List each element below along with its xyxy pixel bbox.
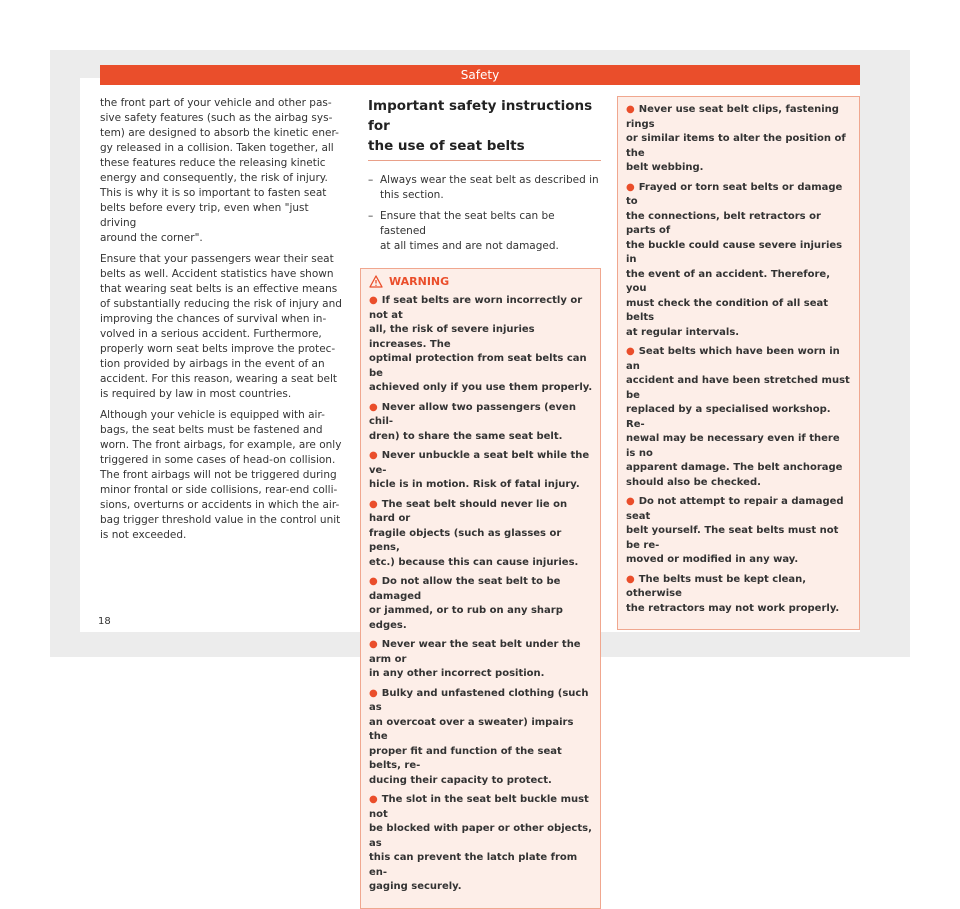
- bullet-dot: ●: [369, 576, 378, 587]
- warning-item: [369, 294, 593, 396]
- bullet-dot: ●: [626, 496, 635, 507]
- bullet-dot: ●: [369, 450, 378, 461]
- warning-item-text: Never wear the seat belt under the arm or in any other incorrect position.: [369, 639, 581, 679]
- warning-item-text: The slot in the seat belt buckle must not be blocked with paper or other objects, as this can prevent the latch plate from en- gaging securely.: [369, 794, 592, 892]
- warning-item: [369, 498, 593, 571]
- bullet-dot: ●: [369, 498, 378, 510]
- warning-item: [626, 181, 852, 341]
- warning-item-text: Seat belts which have been worn in an accident and have been stretched must be replaced by a specialised workshop. Re- newal may be necessary even if there is no apparent damage. The belt anchorage should also be checked.: [626, 346, 850, 488]
- bullet-dot: ●: [626, 104, 635, 115]
- warning-item-text: Never unbuckle a seat belt while the ve- hicle is in motion. Risk of fatal injury.: [369, 450, 590, 490]
- bullet-dot: ●: [369, 295, 378, 306]
- warning-item: [626, 103, 852, 176]
- bullet-dot: ●: [626, 181, 635, 193]
- dash-marker: –: [368, 174, 374, 186]
- dash-marker: –: [368, 210, 374, 222]
- warning-item-text: The belts must be kept clean, otherwise the retractors may not work properly.: [626, 573, 840, 614]
- warning-item: [369, 401, 593, 445]
- warning-item: [369, 793, 593, 895]
- list-item: [360, 209, 601, 254]
- body-paragraph: the front part of your vehicle and other pas- sive safety features (such as the airbag sys- tem) are designed to absorb the kinetic ener- gy released in a collision. Taken together, all these features reduce the releasing kinetic energy and consequently, the risk of injury. This is why it is so important to fasten seat belts before every trip, even when "just driving around the corner".: [100, 97, 339, 244]
- warning-label: WARNING: [389, 275, 450, 288]
- list-item: [360, 173, 601, 203]
- section-header: Safety: [100, 65, 860, 85]
- column-middle: [360, 96, 601, 909]
- bullet-dot: ●: [369, 794, 378, 805]
- warning-item-text: Do not allow the seat belt to be damaged or jammed, or to rub on any sharp edges.: [369, 576, 563, 631]
- page-number: 18: [98, 616, 111, 627]
- warning-box-continued: [617, 96, 860, 630]
- warning-item: [369, 449, 593, 493]
- warning-item-text: The seat belt should never lie on hard or fragile objects (such as glasses or pens, etc.) because this can cause injuries.: [369, 498, 579, 568]
- bullet-dot: ●: [369, 401, 378, 413]
- bullet-dot: ●: [369, 639, 378, 650]
- warning-item-text: Frayed or torn seat belts or damage to the connections, belt retractors or parts of the buckle could cause severe injuries in the event of an accident. Therefore, you must check the condition of all seat belts at regular intervals.: [626, 181, 843, 338]
- section-title: Important safety instructions for the use of seat belts: [368, 96, 601, 161]
- warning-item-text: Bulky and unfastened clothing (such as an overcoat over a sweater) impairs the proper fit and function of the seat belts, re- ducing their capacity to protect.: [369, 687, 589, 786]
- body-paragraph: Although your vehicle is equipped with air- bags, the seat belts must be fastened and worn. The front airbags, for example, are only triggered in some cases of head-on collision. The front airbags will not be triggered during minor frontal or side collisions, rear-end colli- sions, overturns or accidents in which the air- bag trigger threshold value in the control unit is not exceeded.: [100, 409, 342, 541]
- warning-triangle-icon: [369, 275, 383, 288]
- warning-item-text: Never use seat belt clips, fastening rings or similar items to alter the position of the belt webbing.: [626, 104, 846, 173]
- list-item-text: Always wear the seat belt as described in this section.: [380, 174, 599, 201]
- warning-item: [369, 687, 593, 789]
- bullet-dot: ●: [626, 346, 635, 357]
- warning-item-text: If seat belts are worn incorrectly or not at all, the risk of severe injuries increases. The optimal protection from seat belts can be achieved only if you use them properly.: [369, 295, 593, 393]
- instruction-list: [360, 173, 601, 254]
- body-paragraph: Ensure that your passengers wear their seat belts as well. Accident statistics have shown that wearing seat belts is an effective means of substantially reducing the risk of injury and improving the chances of survival when in- volved in a serious accident. Furthermore, properly worn seat belts improve the protec- tion provided by airbags in the event of an accident. For this reason, wearing a seat belt is required by law in most countries.: [100, 253, 342, 400]
- column-left: [100, 96, 343, 549]
- warning-item: [369, 638, 593, 682]
- warning-item: [626, 573, 852, 617]
- warning-box: [360, 268, 601, 909]
- bullet-dot: ●: [626, 573, 635, 585]
- column-right: [617, 96, 860, 630]
- warning-item: [626, 345, 852, 490]
- warning-item-text: Never allow two passengers (even chil- dren) to share the same seat belt.: [369, 401, 576, 442]
- warning-item: [369, 575, 593, 633]
- list-item-text: Ensure that the seat belts can be fastened at all times and are not damaged.: [380, 210, 559, 252]
- warning-item: [626, 495, 852, 568]
- warning-header: [369, 275, 593, 288]
- warning-item-text: Do not attempt to repair a damaged seat belt yourself. The seat belts must not be re- moved or modified in any way.: [626, 496, 844, 565]
- bullet-dot: ●: [369, 687, 378, 699]
